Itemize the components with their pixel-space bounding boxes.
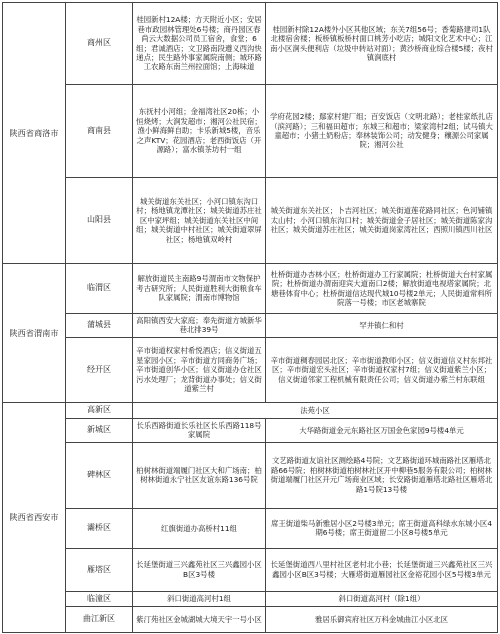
table-row [3, 337, 498, 402]
district-cell: 临渭区 [66, 264, 133, 314]
high-risk-area-cell: 红旗街道办高桥村11组 [133, 508, 266, 548]
high-risk-area-cell: 紫汀苑社区金城湖城大境天宇一号小区 [133, 607, 266, 633]
high-risk-area-cell: 柏树林街道端履门社区大和广场南；柏树林街道永宁社区友谊东路136号院 [133, 442, 266, 508]
high-risk-area-cell: 解放街道民主南路9号渭南市文物保护考古研究所；人民街道胜利大街粮食车队家属院；渭南市博物馆 [133, 264, 266, 314]
medium-risk-area-cell: 罕井镇仁和村 [266, 314, 498, 338]
risk-area-table [2, 2, 498, 633]
district-cell: 蒲城县 [66, 314, 133, 338]
table-row [3, 607, 498, 633]
district-cell: 商州区 [66, 3, 133, 85]
district-cell: 雁塔区 [66, 548, 133, 591]
medium-risk-area-cell: 雅居乐御宾府社区万科金城曲江小区北区 [266, 607, 498, 633]
district-cell: 灞桥区 [66, 508, 133, 548]
table-row [3, 402, 498, 418]
medium-risk-area-cell: 学府花园2楼；鄢家村建厂组；百安饭店（文明北路）；老桂家纸扎店（滨河路）；三和福田超市；东城三和超市；梁家湾村2组；试马镇大童超市；小猪土奶粉店；奉林装饰公司；动发健身；穰源公司家属院；湘河公社 [266, 85, 498, 178]
high-risk-area-cell: 桂园新村12A楼；方天附近小区；安居巷市政园林管理处6号楼；商丹园区春尚云大数据公司员工宿舍，食堂；6组；君诚酒店；文卫路南段遵义西沟快递点；民生路外事家属院南侧；城环路工农路东南兰州拉面馆；上海味道 [133, 3, 266, 85]
high-risk-area-cell: 东抚村小河组；金福湾社区20栋；小恒烧烤；大涧发超市；湘河公社民宿；渔小鲜海鲜自助；卡乐新城5楼，音乐之声KTV；花园酒店；老西街饭店（开源路）；富水镇茶坊村一组 [133, 85, 266, 178]
district-cell: 碑林区 [66, 442, 133, 508]
high-risk-area-cell: 长延堡街道三兴鑫苑社区三兴鑫园小区B区3号楼 [133, 548, 266, 591]
district-cell: 曲江新区 [66, 607, 133, 633]
table-row [3, 264, 498, 314]
table-row [3, 591, 498, 606]
district-cell: 临潼区 [66, 591, 133, 606]
table-row [3, 314, 498, 338]
table-body [3, 3, 498, 633]
medium-risk-area-cell: 城关街道东关社区；卜吉河社区；城关街道莲花路同社区；色河铺镇太山村；小河口镇东沟口村；城关街道金子居社区；城关街道陈家沟社区；城关街道苏庄社区；城关街道岗家湾社区；西照川镇西川社区 [266, 178, 498, 264]
high-risk-area-cell: 长乐西路街道长乐社区长乐西路118号家属院 [133, 418, 266, 442]
district-cell: 经开区 [66, 337, 133, 402]
medium-risk-area-cell: 大华路街道金元东路社区万国金色家园9号楼4单元 [266, 418, 498, 442]
area-cell: 法苑小区 [133, 402, 498, 418]
city-cell: 陕西省渭南市 [3, 264, 66, 403]
district-cell: 高新区 [66, 402, 133, 418]
medium-risk-area-cell: 长延堡街道西八里村社区老村北小巷；长延堡街道三兴鑫苑社区三兴鑫园小区B区3号楼；大雁塔街道雁园社区金裕花园小区5号楼3单元 [266, 548, 498, 591]
medium-risk-area-cell: 席王街道柴马新雅居小区2号楼3单元；席王街道高科绿水东城小区4期6号楼；席王街道留二小区8号楼5单元 [266, 508, 498, 548]
district-cell: 商南县 [66, 85, 133, 178]
table-row [3, 178, 498, 264]
city-cell: 陕西省商洛市 [3, 3, 66, 264]
city-cell: 陕西省西安市 [3, 402, 66, 632]
high-risk-area-cell: 斜口街道高河村1组 [133, 591, 266, 606]
high-risk-area-cell: 高阳镇西安大家庭；奉先街道方城新华巷北排39号 [133, 314, 266, 338]
medium-risk-area-cell: 杜桥街道办杏林小区；杜桥街道办工行家属院；杜桥街道大台村家属院；杜桥街道办渭南迎宾大道南口2楼；解放街道电视塔家属院；北塘巷体育中心；杜桥街道信达现代城10号楼2单元；人民街道常料所院落一号楼；市区老城寨院 [266, 264, 498, 314]
medium-risk-area-cell: 文艺路街道友谊社区测绘路4号院；文艺路街道环城南路社区雁塔北路66号院；柏树林街道柏树林社区开中柳巷5服务有限公司；柏树林街道端履门社区开元广场商业区域；长安路街道雁塔北路社区雁塔北路1号院13号楼 [266, 442, 498, 508]
medium-risk-area-cell: 斜口街道高河村（除1组） [266, 591, 498, 606]
district-cell: 山阳县 [66, 178, 133, 264]
table-row [3, 548, 498, 591]
table-row [3, 85, 498, 178]
table-row [3, 418, 498, 442]
medium-risk-area-cell: 桂园新村除12A楼外小区其他区域；东关7组56号；香菊路建司1队北楼宿舍楼；板桥镇板桥村面口桃芳小吃店；城阳文化艺术中心；江南小区涧头便利店（垃圾中转站对面）；黄沙桥商业综合楼5楼；夜村镇涧底村 [266, 3, 498, 85]
high-risk-area-cell: 辛市街道权家村希悦酒店；信义街道五星家园小区；辛市街道方同商务广场；辛市街道创华小区；信义街道办仓社区污水处理厂；龙背街道办事处；信义街道紫兰村 [133, 337, 266, 402]
table-row [3, 442, 498, 508]
table-row [3, 508, 498, 548]
table-row [3, 3, 498, 85]
medium-risk-area-cell: 辛市街道稠春园居北区；辛市街道教师小区；信义街道信义村东邦社区；辛市街道宏头社区；辛市街道权家村7组；信义街道紫兰小区；信义街道邻家工程机械有限责任公司；信义街道办紫兰村东联组 [266, 337, 498, 402]
high-risk-area-cell: 城关街道东关社区；小河口镇东沟口村；杨地镇龙潭社区；城关街道苏庄社区中家坪组；城关街道东关社区中间组；城关街道中村社区；城关街道翠屏社区；杨地镇双岭村 [133, 178, 266, 264]
district-cell: 新城区 [66, 418, 133, 442]
